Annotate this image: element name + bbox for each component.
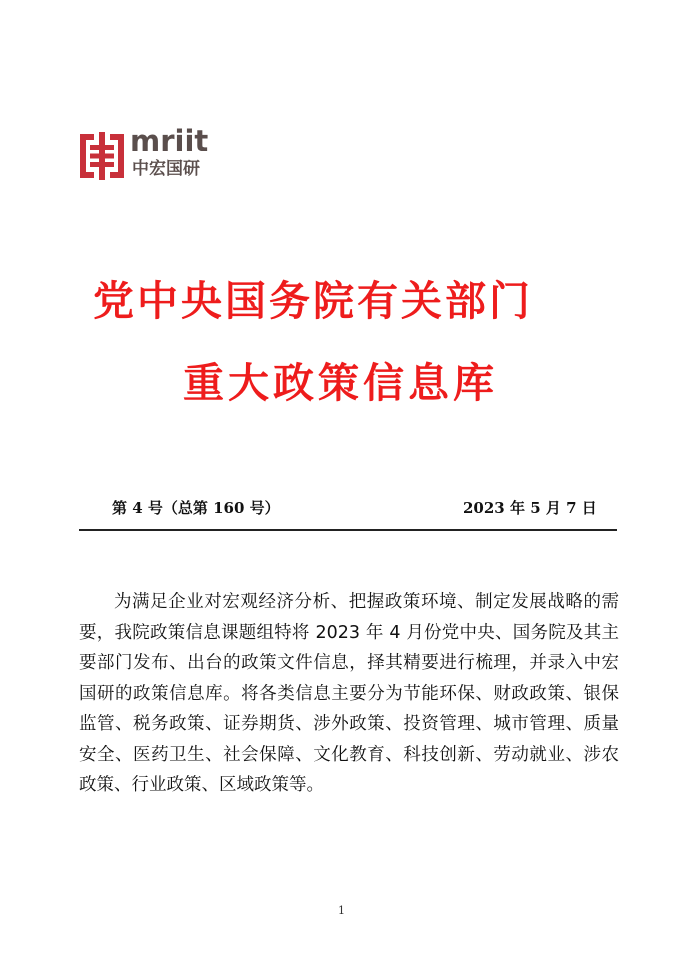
header-divider (79, 529, 617, 531)
page-number: 1 (338, 904, 345, 917)
mriit-logo-mark-icon (80, 132, 124, 180)
logo-chinese-wordmark: 中宏国研 (132, 159, 200, 179)
page-title-line-1: 党中央国务院有关部门 (93, 277, 533, 325)
issue-number: 第 4 号（总第 160 号） (112, 499, 280, 517)
issue-date: 2023 年 5 月 7 日 (463, 499, 597, 517)
intro-paragraph: 为满足企业对宏观经济分析、把握政策环境、制定发展战略的需要，我院政策信息课题组特将 2023 年 4 月份党中央、国务院及其主要部门发布、出台的政策文件信息，择其精要进行梳理，并录入中宏国研的政策信息库。将各类信息主要分为节能环保、财政政策、银保监管、税务政策、证券期货、涉外政策、投资管理、城市管理、质量安全、医药卫生、社会保障、文化教育、科技创新、劳动就业、涉农政策、行业政策、区域政策等。 (79, 592, 619, 795)
logo-english-wordmark: mriit (130, 124, 209, 158)
page-title-line-2: 重大政策信息库 (183, 359, 498, 407)
brand-logo (80, 124, 230, 184)
